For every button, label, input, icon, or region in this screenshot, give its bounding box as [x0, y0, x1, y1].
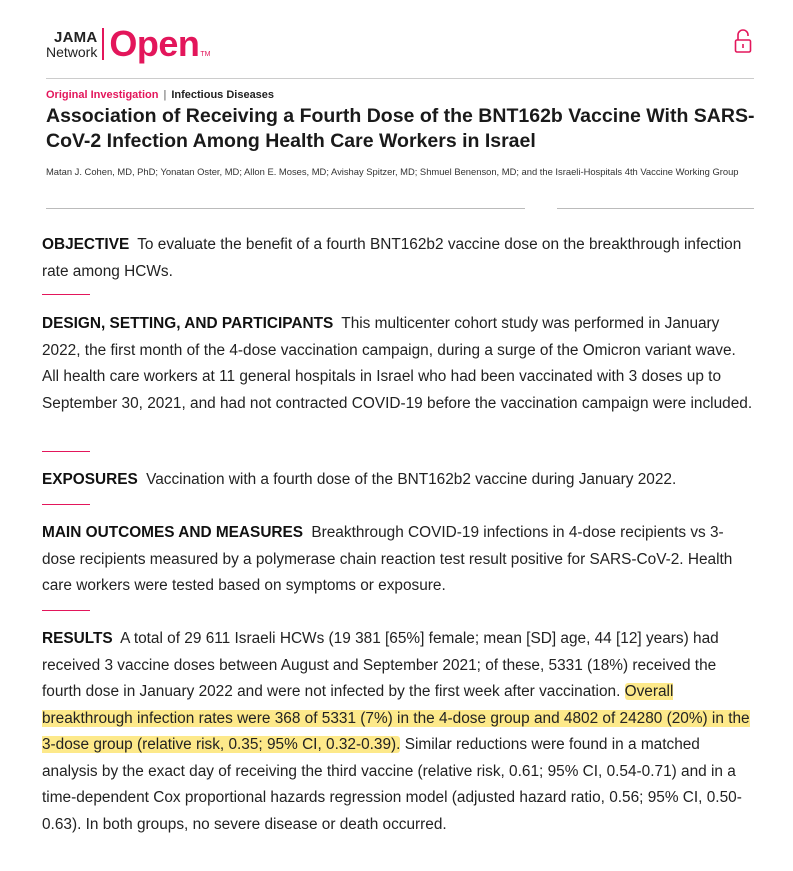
- category-separator: |: [163, 89, 167, 101]
- exposures-text: Vaccination with a fourth dose of the BNT162b2 vaccine during January 2022.: [146, 471, 677, 488]
- exposures-divider: [42, 504, 90, 505]
- journal-logo[interactable]: [46, 23, 211, 64]
- article-subject[interactable]: Infectious Diseases: [171, 89, 275, 101]
- abstract-design: [42, 311, 754, 417]
- header-rule: [46, 78, 754, 79]
- section-rule-left: [46, 208, 525, 209]
- abstract-objective: [42, 232, 754, 285]
- design-text: This multicenter cohort study was performed in January 2022, the first month of the 4-dose vaccination campaign, during a surge of the Omicron variant wave. All health care workers at 11 general hospitals in Israel who had been vaccinated with 3 doses up to September 30, 2021, and had not contracted COVID-19 before the vaccination campaign were included.: [42, 315, 753, 412]
- objective-text: To evaluate the benefit of a fourth BNT162b2 vaccine dose on the breakthrough infection rate among HCWs.: [42, 236, 742, 280]
- article-authors: Matan J. Cohen, MD, PhD; Yonatan Oster, MD; Allon E. Moses, MD; Avishay Spitzer, MD; Shmuel Benenson, MD; and the Israeli-Hospitals 4th Vaccine Working Group: [46, 166, 739, 177]
- logo-divider: [102, 28, 104, 60]
- results-heading: RESULTS: [42, 630, 113, 647]
- abstract-outcomes: [42, 520, 754, 600]
- results-highlight: Overall breakthrough infection rates were 368 of 5331 (7%) in the 4-dose group and 4802 of 24280 (20%) in the 3-dose group (relative risk, 0.35; 95% CI, 0.32-0.39).: [42, 683, 750, 753]
- open-lock-icon[interactable]: [734, 28, 752, 54]
- article-type[interactable]: Original Investigation: [46, 89, 159, 101]
- logo-open-text: Open: [109, 23, 200, 64]
- results-text-before: A total of 29 611 Israeli HCWs (19 381 [65%] female; mean [SD] age, 44 [12] years) had received 3 vaccine doses between August and September 2021; of these, 5331 (18%) received the fourth dose in January 2022 and were not infected by the first week after vaccination.: [42, 630, 719, 700]
- section-rule-right: [557, 208, 754, 209]
- abstract-exposures: [42, 467, 754, 494]
- article-title: Association of Receiving a Fourth Dose of the BNT162b Vaccine With SARS-CoV-2 Infection Among Health Care Workers in Israel: [46, 105, 755, 152]
- logo-network-text: Network: [46, 43, 98, 60]
- logo-jama-network: [46, 30, 97, 59]
- outcomes-text: Breakthrough COVID-19 infections in 4-dose recipients vs 3-dose recipients measured by a polymerase chain reaction test result positive for SARS-CoV-2. Health care workers were tested based on symptoms or exposure.: [42, 524, 733, 594]
- logo-trademark: TM: [200, 51, 211, 58]
- abstract-results: [42, 626, 754, 838]
- article-category: [46, 89, 274, 101]
- objective-heading: OBJECTIVE: [42, 236, 130, 253]
- design-heading: DESIGN, SETTING, AND PARTICIPANTS: [42, 315, 334, 332]
- design-divider: [42, 451, 90, 452]
- logo-jama-text: JAMA: [54, 28, 98, 46]
- outcomes-heading: MAIN OUTCOMES AND MEASURES: [42, 524, 304, 541]
- exposures-heading: EXPOSURES: [42, 471, 138, 488]
- outcomes-divider: [42, 610, 90, 611]
- journal-header: [46, 18, 756, 64]
- results-text-after: Similar reductions were found in a matched analysis by the exact day of receiving the third vaccine (relative risk, 0.61; 95% CI, 0.54-0.71) and in a time-dependent Cox proportional hazards regression model (adjusted hazard ratio, 0.56; 95% CI, 0.50-0.63). In both groups, no severe disease or death occurred.: [42, 736, 742, 833]
- objective-divider: [42, 294, 90, 295]
